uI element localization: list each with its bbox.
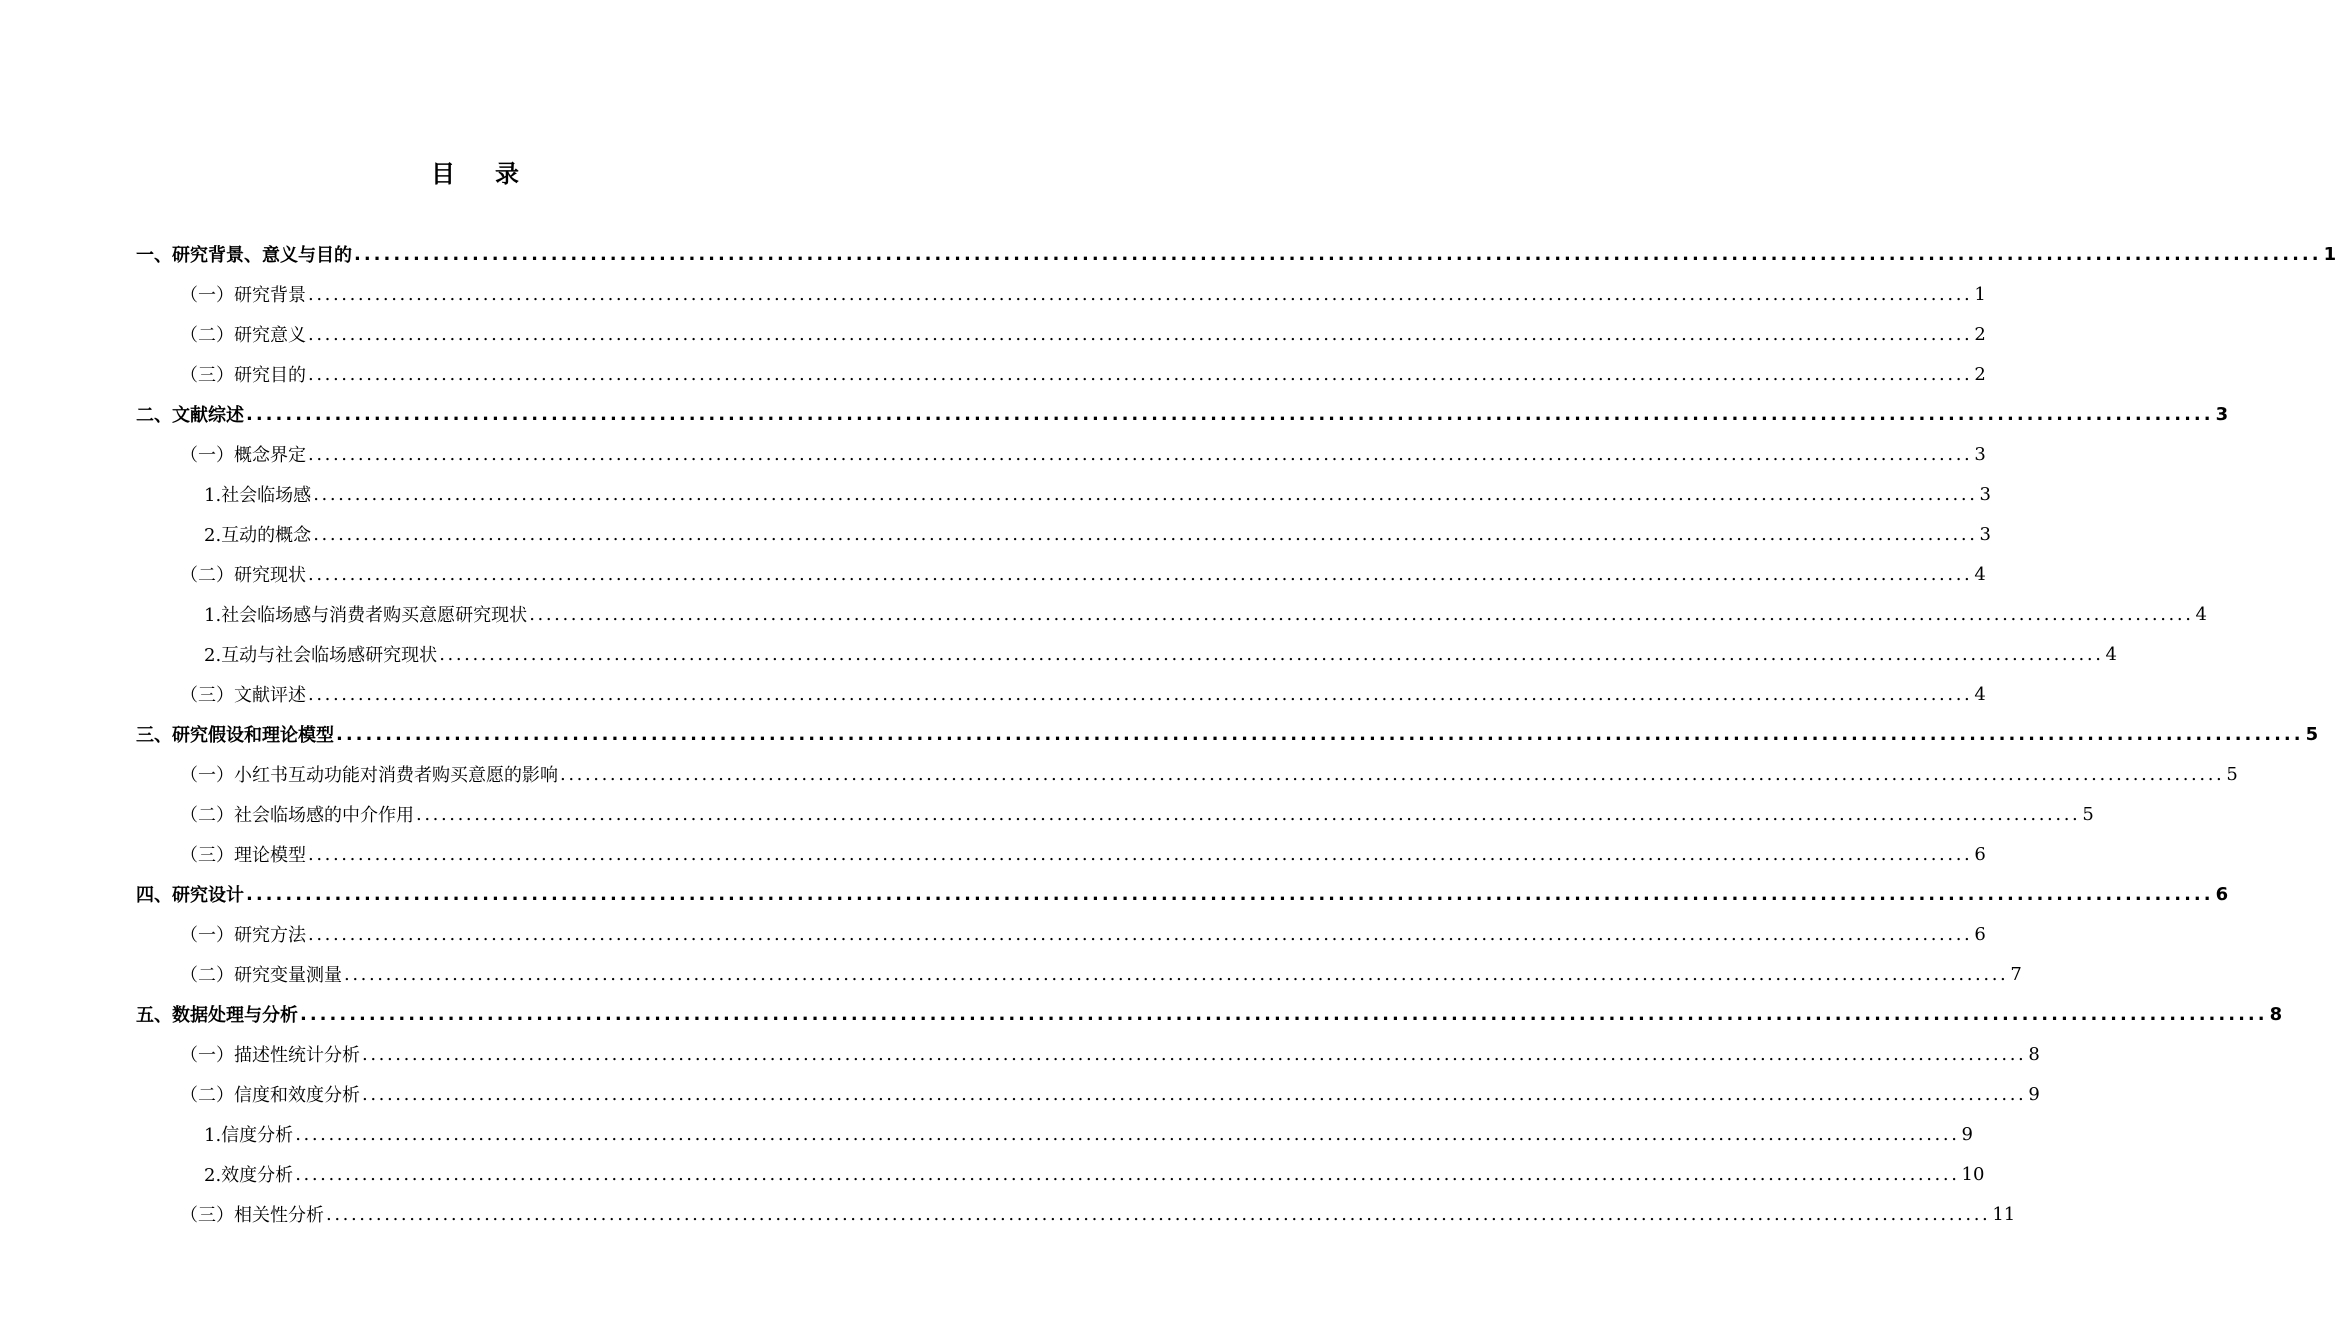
toc-entry-label: （二）信度和效度分析: [180, 1085, 360, 1106]
toc-entry[interactable]: [136, 714, 2319, 754]
toc-entry[interactable]: [180, 274, 1986, 314]
toc-page-number: 3: [1979, 483, 1991, 505]
toc-entry-label: （二）研究现状: [180, 565, 306, 586]
toc-entry-label: （一）小红书互动功能对消费者购买意愿的影响: [180, 765, 558, 786]
toc-entry[interactable]: [180, 954, 2022, 994]
toc-dot-leader: ........................................................................................................................................................................................................: [308, 323, 1973, 345]
toc-entry-label: （二）研究意义: [180, 325, 306, 346]
page-title: [0, 156, 950, 192]
toc-page-number: 3: [1979, 523, 1991, 545]
toc-entry[interactable]: [204, 474, 1991, 514]
toc-entry-label: 五、数据处理与分析: [136, 1005, 298, 1026]
toc-entry-label: （一）概念界定: [180, 445, 306, 466]
toc-entry-label: 1.信度分析: [204, 1125, 294, 1146]
toc-page-number: 6: [1974, 923, 1986, 945]
toc-dot-leader: ........................................................................................................................................................................................................: [308, 843, 1973, 865]
toc-entry[interactable]: [136, 874, 2229, 914]
toc-dot-leader: ........................................................................................................................................................................................................: [344, 963, 2009, 985]
toc-page-number: 4: [2105, 643, 2117, 665]
toc-dot-leader: ........................................................................................................................................................................................................: [295, 1163, 1960, 1185]
toc-dot-leader: ........................................................................................................................................................................................................: [313, 483, 1978, 505]
toc-dot-leader: ........................................................................................................................................................................................................: [308, 363, 1973, 385]
toc-dot-leader: ........................................................................................................................................................................................................: [362, 1043, 2027, 1065]
toc-entry-label: 四、研究设计: [136, 885, 244, 906]
toc-page-number: 8: [2028, 1043, 2040, 1065]
toc-page-number: 2: [1974, 363, 1986, 385]
title-char-left: 目: [431, 160, 455, 188]
toc-dot-leader: ........................................................................................................................................................................................................: [354, 243, 2322, 265]
toc-dot-leader: ........................................................................................................................................................................................................: [416, 803, 2081, 825]
toc-dot-leader: ........................................................................................................................................................................................................: [362, 1083, 2027, 1105]
toc-page-number: 4: [1974, 683, 1986, 705]
toc-entry-label: （一）研究方法: [180, 925, 306, 946]
toc-page-number: 1: [2323, 243, 2336, 265]
toc-dot-leader: ........................................................................................................................................................................................................: [308, 683, 1973, 705]
toc-page-number: 5: [2305, 723, 2319, 745]
toc-page-number: 9: [1961, 1123, 1973, 1145]
toc-dot-leader: ........................................................................................................................................................................................................: [308, 563, 1973, 585]
toc-entry-label: 1.社会临场感: [204, 485, 312, 506]
toc-dot-leader: ........................................................................................................................................................................................................: [308, 283, 1973, 305]
toc-page-number: 7: [2010, 963, 2022, 985]
toc-dot-leader: ........................................................................................................................................................................................................: [336, 723, 2304, 745]
toc-dot-leader: ........................................................................................................................................................................................................: [308, 923, 1973, 945]
toc-page-number: 9: [2028, 1083, 2040, 1105]
toc-entry[interactable]: [204, 594, 2207, 634]
toc-entry[interactable]: [180, 674, 1986, 714]
toc-dot-leader: ........................................................................................................................................................................................................: [300, 1003, 2268, 1025]
toc-dot-leader: ........................................................................................................................................................................................................: [529, 603, 2194, 625]
toc-dot-leader: ........................................................................................................................................................................................................: [313, 523, 1978, 545]
toc-entry-label: （三）理论模型: [180, 845, 306, 866]
toc-entry-label: （二）社会临场感的中介作用: [180, 805, 414, 826]
toc-entry[interactable]: [180, 554, 1986, 594]
toc-entry-label: 2.互动与社会临场感研究现状: [204, 645, 438, 666]
toc-page-number: 4: [2195, 603, 2207, 625]
toc-entry[interactable]: [180, 914, 1986, 954]
toc-entry[interactable]: [204, 1154, 1985, 1194]
toc-page-number: 5: [2082, 803, 2094, 825]
toc-page-number: 1: [1974, 283, 1986, 305]
toc-entry[interactable]: [136, 994, 2283, 1034]
toc-entry[interactable]: [180, 794, 2094, 834]
toc-page-number: 4: [1974, 563, 1986, 585]
toc-page-number: 5: [2226, 763, 2238, 785]
toc-dot-leader: ........................................................................................................................................................................................................: [246, 883, 2214, 905]
toc-entry[interactable]: [180, 834, 1986, 874]
toc-entry[interactable]: [136, 234, 2336, 274]
toc-entry-label: 一、研究背景、意义与目的: [136, 245, 352, 266]
toc-entry-label: （三）研究目的: [180, 365, 306, 386]
toc-entry-label: （三）文献评述: [180, 685, 306, 706]
toc-entry-label: （一）描述性统计分析: [180, 1045, 360, 1066]
toc-entry-label: 二、文献综述: [136, 405, 244, 426]
title-char-right: 录: [495, 160, 519, 188]
toc-entry[interactable]: [180, 354, 1986, 394]
toc-entry-label: （三）相关性分析: [180, 1205, 324, 1226]
toc-page-number: 6: [1974, 843, 1986, 865]
toc-entry[interactable]: [180, 1034, 2040, 1074]
toc-page-number: 10: [1961, 1163, 1985, 1185]
toc-entry-label: 1.社会临场感与消费者购买意愿研究现状: [204, 605, 528, 626]
toc-entry[interactable]: [180, 754, 2238, 794]
toc-entry[interactable]: [180, 1074, 2040, 1114]
toc-dot-leader: ........................................................................................................................................................................................................: [439, 643, 2104, 665]
toc-entry[interactable]: [180, 434, 1986, 474]
toc-entry[interactable]: [136, 394, 2229, 434]
toc-page-number: 8: [2269, 1003, 2283, 1025]
toc-page-number: 11: [1992, 1203, 2016, 1225]
toc-page-number: 2: [1974, 323, 1986, 345]
toc-entry-label: 2.互动的概念: [204, 525, 312, 546]
toc-entry-label: （一）研究背景: [180, 285, 306, 306]
toc-entry[interactable]: [204, 1114, 1973, 1154]
toc-page-number: 3: [2215, 403, 2229, 425]
toc-page-number: 3: [1974, 443, 1986, 465]
toc-entry-label: 2.效度分析: [204, 1165, 294, 1186]
toc-entry[interactable]: [180, 1194, 2016, 1234]
toc-dot-leader: ........................................................................................................................................................................................................: [560, 763, 2225, 785]
toc-dot-leader: ........................................................................................................................................................................................................: [308, 443, 1973, 465]
toc-entry[interactable]: [204, 634, 2117, 674]
toc-entry[interactable]: [204, 514, 1991, 554]
toc-entry[interactable]: [180, 314, 1986, 354]
toc-dot-leader: ........................................................................................................................................................................................................: [246, 403, 2214, 425]
toc-entry-label: 三、研究假设和理论模型: [136, 725, 334, 746]
toc-dot-leader: ........................................................................................................................................................................................................: [295, 1123, 1960, 1145]
toc-dot-leader: ........................................................................................................................................................................................................: [326, 1203, 1991, 1225]
toc-page-number: 6: [2215, 883, 2229, 905]
toc-entry-label: （二）研究变量测量: [180, 965, 342, 986]
